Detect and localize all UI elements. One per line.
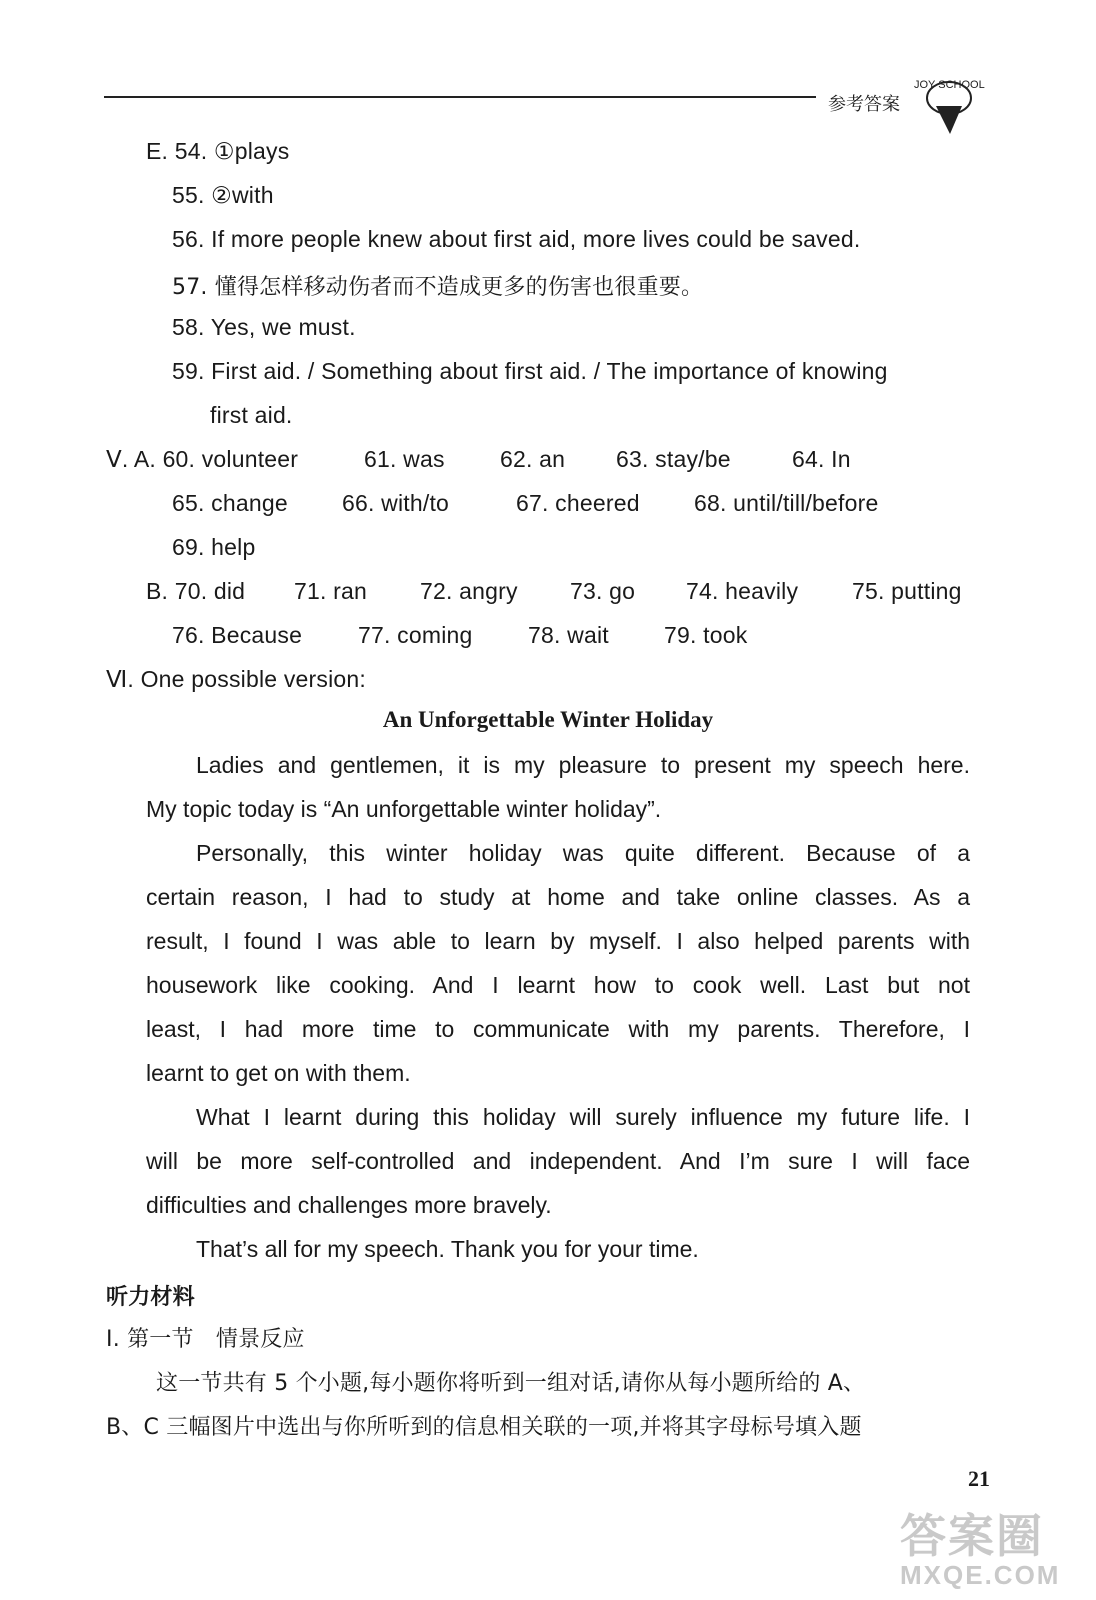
- essay-line: What I learnt during this holiday will surely influence my future life. I: [196, 1104, 970, 1130]
- essay-paragraph-2: [146, 831, 970, 1095]
- answer-66: 66. with/to: [342, 490, 450, 516]
- answer-71: 71. ran: [294, 578, 368, 604]
- answer-61: 61. was: [364, 446, 445, 472]
- watermark-main: 答案圈: [900, 1509, 1044, 1563]
- answer-76: 76. Because: [172, 622, 303, 648]
- essay-title: An Unforgettable Winter Holiday: [382, 707, 714, 732]
- answer-69: 69. help: [172, 534, 256, 560]
- answer-56: 56. If more people knew about first aid, more lives could be saved.: [172, 226, 861, 252]
- answer-79: 79. took: [664, 622, 748, 648]
- answer-72: 72. angry: [420, 578, 518, 604]
- answer-62: 62. an: [500, 446, 566, 472]
- answer-60: Ⅴ. A. 60. volunteer: [106, 446, 299, 472]
- essay-line: certain reason, I had to study at home and take online classes. As a: [146, 884, 970, 910]
- listening-part-title: Ⅰ. 第一节 情景反应: [106, 1327, 305, 1352]
- essay-line: Personally, this winter holiday was quite different. Because of a: [196, 840, 970, 866]
- answer-65: 65. change: [172, 490, 288, 516]
- answer-54: E. 54. ①plays: [146, 138, 290, 164]
- page-number: 21: [968, 1466, 990, 1491]
- watermark: [900, 1500, 1060, 1591]
- essay-line: learnt to get on with them.: [146, 1060, 411, 1086]
- essay-line: That’s all for my speech. Thank you for your time.: [196, 1236, 699, 1262]
- essay-line: result, I found I was able to learn by myself. I also helped parents with: [146, 928, 970, 954]
- listening-intro-line1: 这一节共有 5 个小题,每小题你将听到一组对话,请你从每小题所给的 A、: [156, 1371, 866, 1396]
- essay-paragraph-3: [146, 1095, 970, 1227]
- essay-line: housework like cooking. And I learnt how to cook well. Last but not: [146, 972, 970, 998]
- school-logo: [900, 66, 996, 138]
- answer-57: 57. 懂得怎样移动伤者而不造成更多的伤害也很重要。: [172, 275, 704, 300]
- answer-59-line1: 59. First aid. / Something about first aid. / The importance of knowing: [172, 358, 888, 384]
- svg-text:JOY SCHOOL: JOY SCHOOL: [914, 79, 985, 91]
- watermark-sub: MXQE.COM: [900, 1560, 1061, 1590]
- header-rule: [104, 96, 816, 98]
- answer-55: 55. ②with: [172, 182, 274, 208]
- essay-line: My topic today is “An unforgettable winter holiday”.: [146, 796, 662, 822]
- essay-paragraph-4: [146, 1227, 970, 1271]
- answer-67: 67. cheered: [516, 490, 640, 516]
- answer-63: 63. stay/be: [616, 446, 731, 472]
- listening-heading: 听力材料: [106, 1285, 195, 1310]
- essay-line: least, I had more time to communicate with my parents. Therefore, I: [146, 1016, 970, 1042]
- answer-59-line2: first aid.: [210, 402, 293, 428]
- essay-paragraph-1: [146, 743, 970, 831]
- answer-74: 74. heavily: [686, 578, 799, 604]
- essay-line: difficulties and challenges more bravely.: [146, 1192, 552, 1218]
- answer-68: 68. until/till/before: [694, 490, 879, 516]
- essay-line: Ladies and gentlemen, it is my pleasure to present my speech here.: [196, 752, 970, 778]
- answer-64: 64. In: [792, 446, 851, 472]
- listening-intro-line2: B、C 三幅图片中选出与你所听到的信息相关联的一项,并将其字母标号填入题: [106, 1415, 862, 1440]
- essay-line: will be more self-controlled and independent. And I’m sure I will face: [146, 1148, 970, 1174]
- answer-73: 73. go: [570, 578, 636, 604]
- header-label: 参考答案: [828, 94, 900, 115]
- answer-78: 78. wait: [528, 622, 609, 648]
- answer-70: B. 70. did: [146, 578, 246, 604]
- logo-pin-icon: [936, 106, 962, 134]
- answer-75: 75. putting: [852, 578, 962, 604]
- answer-77: 77. coming: [358, 622, 473, 648]
- section-vi-heading: Ⅵ. One possible version:: [106, 666, 366, 692]
- answer-58: 58. Yes, we must.: [172, 314, 356, 340]
